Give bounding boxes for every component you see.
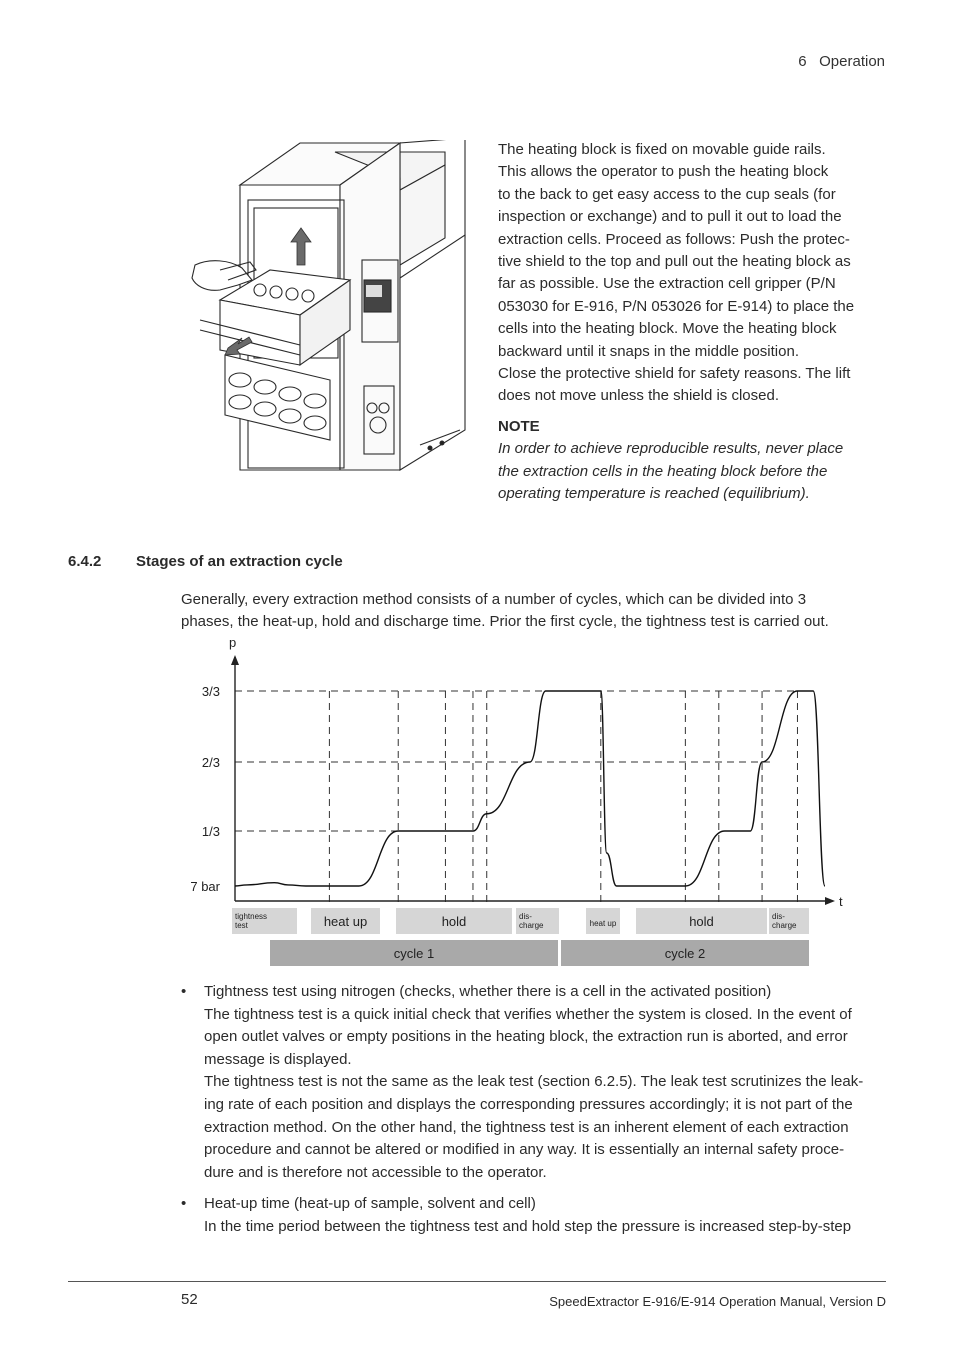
intro-line: cells into the heating block. Move the heating block [498,320,837,338]
intro-line: The heating block is fixed on movable guide rails. [498,141,826,158]
section-title: Stages of an extraction cycle [136,553,343,570]
phase-band-label: charge [519,921,544,930]
phase-band-label: heat up [589,919,617,928]
bullet-paragraph [204,981,891,1071]
intro-line: tive shield to the top and pull out the heating block as [498,253,851,271]
chart-axes [231,655,835,905]
section-heading [68,553,343,570]
y-axis-arrow [231,655,239,665]
y-tick-label: 1/3 [201,824,220,839]
y-tick-label: 7 bar [190,879,220,894]
bullet-line: extraction method. On the other hand, the tightness test is an inherent element of each extraction [204,1118,849,1136]
y-axis-label: p [229,635,237,650]
x-axis-label: t [839,894,843,909]
bullet-line: Heat-up time (heat-up of sample, solvent and cell) [204,1195,536,1213]
phase-band-label: dis- [772,912,785,921]
intro-line: Close the protective shield for safety reasons. The lift [498,365,851,383]
running-header [798,53,885,70]
bullet-line: dure and is therefore not accessible to the operator. [204,1163,547,1181]
intro-text [498,139,890,506]
note-text [498,438,890,505]
list-item [181,1193,891,1238]
intro-line: inspection or exchange) and to pull it out to load the [498,208,842,226]
bullet-paragraph [204,1193,891,1238]
cycle-band-label: cycle 2 [664,946,706,961]
bullet-line: procedure and cannot be altered or modified in any way. It is essentially an internal safety proce- [204,1141,845,1159]
intro-line: to the back to get easy access to the cup seals (for [498,185,836,203]
phase-band-label: dis- [519,912,532,921]
lead-line: Generally, every extraction method consists of a number of cycles, which can be divided into 3 [181,591,807,608]
lead-line: phases, the heat-up, hold and discharge time. Prior the first cycle, the tightness test is carried out. [181,613,829,630]
extraction-cycle-chart [180,632,860,972]
footer-doc-title: SpeedExtractor E-916/E-914 Operation Manual, Version D [549,1294,886,1309]
bullet-line: The tightness test is not the same as the leak test (section 6.2.5). The leak test scrutinizes the leak- [204,1073,864,1091]
page-number: 52 [181,1291,198,1308]
bullet-line: In the time period between the tightness test and hold step the pressure is increased step-by-step [204,1217,852,1235]
intro-line: does not move unless the shield is closed. [498,387,779,405]
chart-guides [235,691,801,906]
bullet-line: ing rate of each position and displays the corresponding pressures accordingly; it is not part of the [204,1095,853,1113]
phase-band-label: tightness [235,912,268,921]
note-line: operating temperature is reached (equilibrium). [498,485,810,503]
bullet-paragraph [204,1071,891,1184]
footer-rule [68,1281,886,1282]
bullet-line: message is displayed. [204,1050,352,1068]
lead-paragraph [181,589,881,633]
y-tick-label: 2/3 [201,755,220,770]
chapter-number: 6 [798,53,807,70]
phase-band-label: hold [441,914,467,929]
list-item [181,981,891,1184]
intro-line: extraction cells. Proceed as follows: Push the protec- [498,230,850,248]
intro-line: 053030 for E-916, P/N 053026 for E-914) to place the [498,297,855,315]
chart-phase-bands [232,908,809,966]
bullet-line: open outlet valves or empty positions in the heating block, the extraction run is aborted, and error [204,1028,848,1046]
chapter-title: Operation [819,53,885,70]
pressure-series-line [235,691,825,886]
intro-line: This allows the operator to push the heating block [498,163,829,181]
chart-pressure-series [235,691,825,886]
note-line: the extraction cells in the heating block before the [498,462,828,480]
y-tick-label: 3/3 [201,684,220,699]
cycle-band-label: cycle 1 [393,946,435,961]
instrument-illustration [180,140,480,480]
intro-line: backward until it snaps in the middle position. [498,342,799,360]
phase-band-label: test [235,921,248,930]
phase-band-label: charge [772,921,797,930]
phase-band-label: heat up [323,914,368,929]
bullet-line: Tightness test using nitrogen (checks, whether there is a cell in the activated position) [204,983,772,1000]
note-heading: NOTE [498,417,540,435]
bullet-list [181,981,891,1248]
bullet-line: The tightness test is a quick initial check that verifies whether the system is closed. In the event of [204,1005,852,1023]
bullet-marker: • [181,1195,187,1213]
bullet-marker: • [181,983,187,1000]
section-number: 6.4.2 [68,553,102,570]
note-line: In order to achieve reproducible results, never place [498,440,844,458]
x-axis-arrow [825,897,835,905]
intro-line: far as possible. Use the extraction cell gripper (P/N [498,275,836,293]
intro-paragraph [498,139,890,408]
phase-band-label: hold [689,914,714,929]
